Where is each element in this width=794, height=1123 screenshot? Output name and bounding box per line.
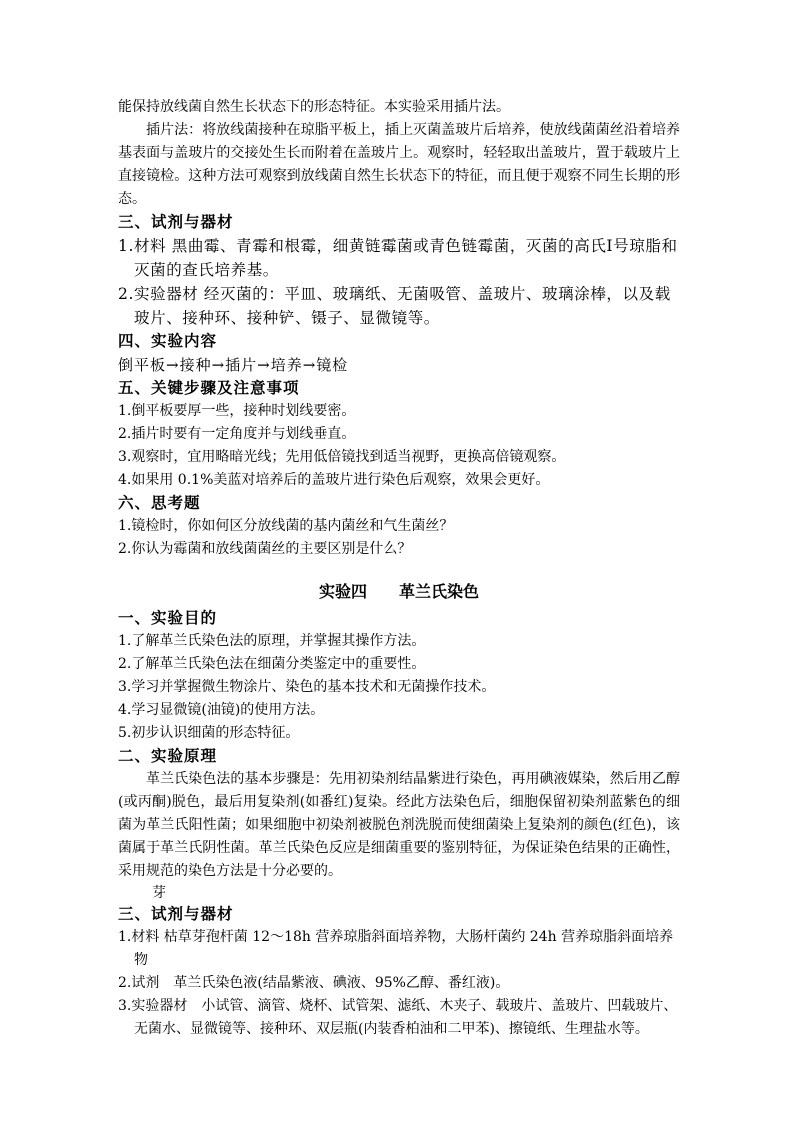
intro-paragraph: 插片法：将放线菌接种在琼脂平板上，插上灭菌盖玻片后培养，使放线菌菌丝沿着培养基表面与盖玻片的交接处生长而附着在盖玻片上。观察时，轻轻取出盖玻片，置于载玻片上直接镜检。这种方法可观察到放线菌自然生长状态下的特征，而且便于观察不同生长期的形态。 [118,122,680,207]
section-heading-key-steps: 五、关键步骤及注意事项 [118,379,300,397]
list-item: 1.倒平板要厚一些，接种时划线要密。 [118,403,356,419]
section-heading-reagents: 三、试剂与器材 [118,213,234,231]
list-item: 1.镜检时，你如何区分放线菌的基内菌丝和气生菌丝？ [118,518,454,534]
section-heading-principle: 二、实验原理 [118,747,218,765]
principle-paragraph: 革兰氏染色法的基本步骤是：先用初染剂结晶紫进行染色，再用碘液媒染，然后用乙醇(或丙酮)脱色，最后用复染剂(如番红)复染。经此方法染色后，细胞保留初染剂蓝紫色的细菌为革兰氏阳性菌；如果细胞中初染剂被脱色剂洗脱而使细菌染上复染剂的颜色(红色)，该菌属于革兰氏阴性菌。革兰氏染色反应是细菌重要的鉴别特征，为保证染色结果的正确性，采用规范的染色方法是十分必要的。 [118,771,680,879]
list-item: 4.如果用 0.1%美蓝对培养后的盖玻片进行染色后观察，效果会更好。 [118,472,550,488]
list-item: 2.实验器材 经灭菌的：平皿、玻璃纸、无菌吸管、盖玻片、玻璃涂棒，以及载玻片、接种环、接种铲、镊子、显微镜等。 [118,285,671,327]
procedure-flow: 倒平板→接种→插片→培养→镜检 [118,356,349,374]
section-heading-questions: 六、思考题 [118,494,201,512]
document-page [118,96,680,1041]
list-item: 4.学习显微镜(油镜)的使用方法。 [118,702,325,718]
experiment-title: 实验四 革兰氏染色 [318,582,479,601]
intro-line: 能保持放线菌自然生长状态下的形态特征。本实验采用插片法。 [118,99,510,115]
list-item: 2.你认为霉菌和放线菌菌丝的主要区别是什么？ [118,541,412,557]
list-item: 5.初步认识细菌的形态特征。 [118,725,300,741]
list-item: 2.试剂 革兰氏染色液(结晶紫液、碘液、95%乙醇、番红液)。 [118,975,510,991]
section-heading-content: 四、实验内容 [118,332,218,350]
section-heading-reagents-2: 三、试剂与器材 [118,905,234,923]
stray-character: 芽 [152,885,166,901]
list-item: 3.观察时，宜用略暗光线；先用低倍镜找到适当视野，更换高倍镜观察。 [118,449,566,465]
list-item: 3.实验器材 小试管、滴管、烧杯、试管架、滤纸、木夹子、载玻片、盖玻片、凹载玻片、无菌水、显微镜等、接种环、双层瓶(内装香柏油和二甲苯)、擦镜纸、生理盐水等。 [118,998,678,1037]
list-item: 1.材料 黑曲霉、青霉和根霉，细黄链霉菌或青色链霉菌，灭菌的高氏Ⅰ号琼脂和灭菌的查氏培养基。 [118,237,678,279]
list-item: 2.了解革兰氏染色法在细菌分类鉴定中的重要性。 [118,656,426,672]
list-item: 1.材料 枯草芽孢杆菌 12～18h 营养琼脂斜面培养物，大肠杆菌约 24h 营养琼脂斜面培养物 [118,929,674,968]
list-item: 1.了解革兰氏染色法的原理，并掌握其操作方法。 [118,633,426,649]
list-item: 2.插片时要有一定角度并与划线垂直。 [118,426,356,442]
list-item: 3.学习并掌握微生物涂片、染色的基本技术和无菌操作技术。 [118,679,496,695]
section-heading-purpose: 一、实验目的 [118,609,218,627]
